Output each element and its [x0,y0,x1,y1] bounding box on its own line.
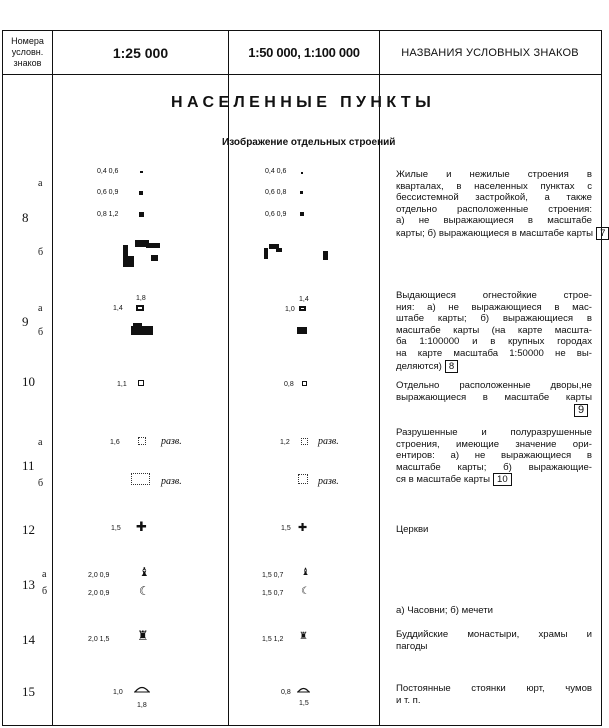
row-15-dims-50-left: 0,8 [281,689,291,696]
row-9-sub-a: а [38,303,43,314]
row-14-dims-25: 2,0 1,5 [88,636,110,643]
row-11-sub-b: б [38,478,44,489]
header-divider [2,74,601,75]
building-scaled-symbol-50 [276,248,282,252]
row-14-dims-50: 1,5 1,2 [262,636,284,643]
row-8-desc-text: карты; б) выражающиеся в масштабе карты [396,227,594,239]
ruined-building-symbol-50 [301,438,308,445]
row-12-dims-25: 1,5 [111,525,121,532]
row-10-desc-line: Отдельно расположенные дворы,не [396,380,592,391]
pagoda-icon-50: ♜ [299,631,308,642]
header-numbers-line-3: знаков [13,58,42,68]
row-8-number: 8 [22,210,29,225]
row-10-description [396,380,592,403]
subsection-title: Изображение отдельных строений [222,137,396,148]
row-14-description [396,629,592,652]
fireproof-building-scaled-symbol [133,323,142,327]
row-8-desc-line: кварталах, в населенных пунктах с [396,180,592,192]
building-scaled-symbol-50 [323,251,328,260]
row-11-desc-line: ентиров: а) не выражающиеся в [396,450,592,462]
row-9-desc-line: на карте масштаба 1:50000 не вы- [396,347,592,359]
row-8-desc-line [396,227,606,240]
row-13-number: 13 [22,577,35,592]
row-11-razv-25-a: разв. [161,436,182,447]
row-15-dims-25-bottom: 1,8 [137,702,147,709]
row-10-desc-line: выражающиеся в масштабе карты [396,391,592,403]
building-scaled-symbol-50 [264,248,268,259]
row-9-desc-line: масштабе карты (на карте масшта- [396,324,592,336]
row-9-desc-line: ба 1:100000 и в крупных городах [396,336,592,348]
header-numbers-line-1: Номера [11,36,44,46]
row-14-desc-line: пагоды [396,640,428,652]
header-symbol-names: НАЗВАНИЯ УСЛОВНЫХ ЗНАКОВ [401,46,579,59]
mosque-icon-50: ☾ [301,586,310,597]
row-9-desc-line: ния: а) не выражающиеся в мас- [396,301,592,313]
row-15-desc-line: Постоянные стоянки юрт, чумов [396,683,592,694]
row-10-ref-box [574,404,588,417]
row-10-number: 10 [22,374,35,389]
row-11-sub-a: а [38,437,43,448]
ruined-building-scaled-symbol [131,473,150,485]
row-11-desc-line: масштабе карты; б) выражающие- [396,461,592,473]
row-9-desc-text: деляются) [396,360,442,372]
row-15-dims-25-left: 1,0 [113,689,123,696]
row-11-number: 11 [22,458,35,473]
row-11-ref-box: 10 [493,473,512,486]
row-13-dims-25-b: 2,0 0,9 [88,590,110,597]
row-13-dims-50-a: 1,5 0,7 [262,572,284,579]
building-large-symbol [139,212,144,217]
row-11-desc-line: Разрушенные и полуразрушенные [396,427,592,438]
fireproof-building-scaled-symbol-50 [297,327,307,334]
yurt-icon [134,684,150,694]
row-9-sub-b: б [38,327,44,338]
row-8-dims-25-2: 0,6 0,9 [97,189,119,196]
row-9-desc-line: штабе карты; б) выражающиеся в [396,313,592,325]
row-11-desc-line [396,473,592,486]
row-8-dims-50-1: 0,4 0,6 [265,168,287,175]
fireproof-building-symbol-50 [299,306,306,311]
row-13-sub-b: б [42,586,48,597]
row-13-description [396,605,592,617]
pagoda-icon: ♜ [137,629,149,644]
fireproof-building-symbol [136,305,144,311]
row-11-desc-line: строения, имеющие значение ори- [396,438,592,450]
row-14-desc-line: Буддийские монастыри, храмы и [396,629,592,640]
row-11-razv-25-b: разв. [161,476,182,487]
cross-icon: ✚ [136,520,147,535]
row-10-ref-value: 9 [574,404,588,417]
row-11-razv-50-a: разв. [318,436,339,447]
header-scale-50000-100000: 1:50 000, 1:100 000 [248,45,360,60]
courtyard-symbol-50 [302,381,307,386]
building-small-symbol [140,171,143,173]
header-numbers-line-2: условн. [11,47,44,57]
col-divider-3 [379,30,380,725]
row-8-dims-50-2: 0,6 0,8 [265,189,287,196]
building-large-symbol-50 [300,212,304,216]
row-8-sub-b: б [38,247,44,258]
row-9-desc-line: Выдающиеся огнестойкие строе- [396,290,592,301]
row-15-dims-50-bottom: 1,5 [299,700,309,707]
row-9-dims-50-top: 1,4 [299,296,309,303]
row-13-sub-a: а [42,569,47,580]
building-medium-symbol-50 [300,191,303,194]
row-8-dims-25-3: 0,8 1,2 [97,211,119,218]
courtyard-symbol [138,380,144,386]
ruined-building-symbol [138,437,146,445]
row-8-desc-line: отдельно расположенные строения: [396,203,592,215]
row-14-number: 14 [22,632,35,647]
section-title: НАСЕЛЕННЫЕ ПУНКТЫ [171,94,436,111]
col-divider-1 [52,30,53,725]
header-scale-25000: 1:25 000 [112,44,169,61]
row-8-desc-line: а) не выражающиеся в масштабе [396,215,592,227]
row-13-dims-50-b: 1,5 0,7 [262,590,284,597]
row-10-dims-50: 0,8 [284,381,294,388]
row-12-description [396,524,592,536]
row-8-sub-a: а [38,178,43,189]
row-8-ref-box: 7 [596,227,609,240]
row-9-number: 9 [22,314,29,329]
row-13-dims-25-a: 2,0 0,9 [88,572,110,579]
row-11-description [396,427,592,486]
ruined-building-scaled-symbol-50 [298,474,308,484]
row-10-dims-25: 1,1 [117,381,127,388]
building-scaled-symbol [146,243,160,248]
row-8-dims-25-1: 0,4 0,6 [97,168,119,175]
building-scaled-symbol [127,256,134,267]
row-8-desc-line: бессистемной застройкой, а также [396,192,592,204]
building-scaled-symbol [151,255,158,261]
header-numbers [3,31,52,74]
col-divider-2 [228,30,229,725]
building-small-symbol-50 [301,172,303,174]
row-11-dims-25: 1,6 [110,439,120,446]
row-9-desc-line [396,360,592,373]
row-12-number: 12 [22,522,35,537]
row-9-dims-25-left: 1,4 [113,305,123,312]
row-9-dims-50-left: 1,0 [285,306,295,313]
yurt-icon-50 [297,686,310,694]
row-12-desc-line: Церкви [396,524,429,535]
row-8-desc-line: Жилые и нежилые строения в [396,169,592,180]
row-8-dims-50-3: 0,6 0,9 [265,211,287,218]
row-9-description [396,290,592,373]
row-8-description [396,169,606,240]
row-15-description [396,683,592,706]
row-9-ref-box: 8 [445,360,458,373]
building-medium-symbol [139,191,143,195]
fireproof-building-scaled-symbol [131,326,153,335]
row-15-number: 15 [22,684,35,699]
row-11-razv-50-b: разв. [318,476,339,487]
cross-icon-50: ✚ [298,521,308,534]
row-11-dims-50: 1,2 [280,439,290,446]
row-12-dims-50: 1,5 [281,525,291,532]
mosque-icon: ☾ [139,584,150,598]
row-9-dims-25-top: 1,8 [136,295,146,302]
chapel-icon-50: ♝ [301,567,310,578]
row-13-desc-line: а) Часовни; б) мечети [396,605,493,616]
row-11-desc-text: ся в масштабе карты [396,474,491,486]
chapel-icon: ♝ [139,565,150,579]
row-15-desc-line: и т. п. [396,694,421,706]
table-frame [2,30,602,726]
